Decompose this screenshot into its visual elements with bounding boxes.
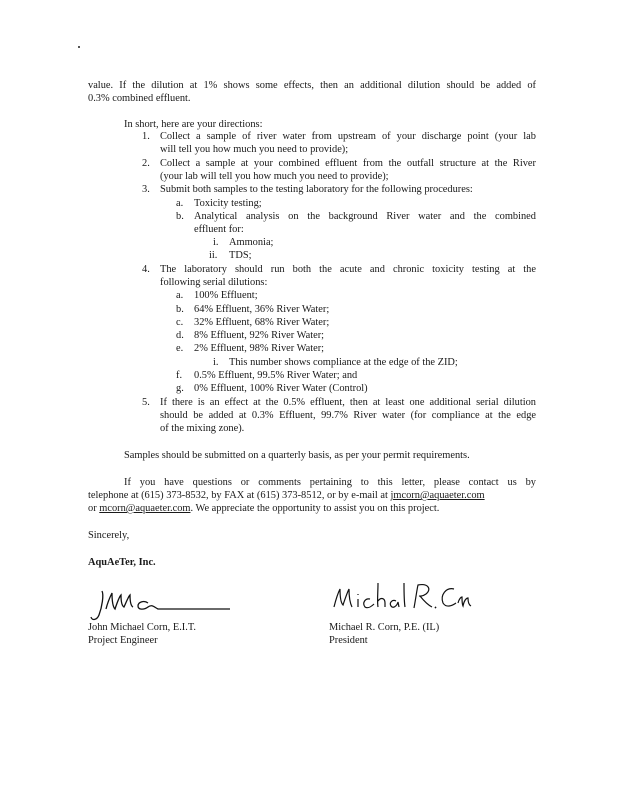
item-4a-text: 100% Effluent;	[194, 290, 258, 301]
item-3a-text: Toxicity testing;	[194, 198, 262, 209]
email-link-1[interactable]: jmcorn@aquaeter.com	[390, 490, 485, 501]
item-1-line-2: will tell you how much you need to provide);	[160, 144, 349, 155]
item-3b-line-2: effluent for:	[194, 224, 244, 235]
contact-line-2	[88, 490, 536, 502]
item-3b-i-text: Ammonia;	[229, 237, 274, 248]
intro-line-1: value. If the dilution at 1% shows some effects, then an additional dilution should be added of	[88, 80, 536, 91]
item-1-number: 1.	[142, 131, 150, 142]
contact-line-2-text: telephone at (615) 373-8532, by FAX at (615) 373-8512, or by e-mail at	[88, 490, 391, 501]
item-3b-i-number: i.	[213, 237, 219, 248]
closing: Sincerely,	[88, 530, 130, 541]
item-4c-text: 32% Effluent, 68% River Water;	[194, 317, 330, 328]
item-4e-i-number: i.	[213, 357, 219, 368]
item-3a-letter: a.	[176, 198, 184, 209]
item-4c-letter: c.	[176, 317, 184, 328]
contact-line-3-prefix: or	[88, 503, 100, 514]
item-3-number: 3.	[142, 184, 150, 195]
signer-1-title: Project Engineer	[88, 635, 158, 646]
item-2-number: 2.	[142, 158, 150, 169]
item-4e-i-text: This number shows compliance at the edge of the ZID;	[229, 357, 458, 368]
item-5-line-2: should be added at 0.3% Effluent, 99.7% River water (for compliance at the edge	[160, 410, 536, 421]
company-name: AquAeTer, Inc.	[88, 557, 156, 568]
contact-line-3-suffix: . We appreciate the opportunity to assist you on this project.	[190, 503, 440, 514]
item-4a-letter: a.	[176, 290, 184, 301]
scan-speck	[78, 46, 80, 48]
item-4d-text: 8% Effluent, 92% River Water;	[194, 330, 325, 341]
contact-line-1: If you have questions or comments pertaining to this letter, please contact us by	[124, 477, 536, 488]
item-4-number: 4.	[142, 264, 150, 275]
item-1-line-1: Collect a sample of river water from upstream of your discharge point (your lab	[160, 131, 536, 142]
samples-note: Samples should be submitted on a quarterly basis, as per your permit requirements.	[124, 450, 470, 461]
item-4g-letter: g.	[176, 383, 184, 394]
signer-2-name: Michael R. Corn, P.E. (IL)	[329, 622, 440, 633]
item-3b-line-1: Analytical analysis on the background River water and the combined	[194, 211, 536, 222]
item-4-line-2: following serial dilutions:	[160, 277, 268, 288]
item-4b-text: 64% Effluent, 36% River Water;	[194, 304, 330, 315]
item-5-number: 5.	[142, 397, 150, 408]
item-3b-letter: b.	[176, 211, 184, 222]
item-5-line-1: If there is an effect at the 0.5% effluent, then at least one additional serial dilution	[160, 397, 536, 408]
intro-line-2: 0.3% combined effluent.	[88, 93, 191, 104]
item-4f-text: 0.5% Effluent, 99.5% River Water; and	[194, 370, 358, 381]
signer-1-name: John Michael Corn, E.I.T.	[88, 622, 197, 633]
email-link-2[interactable]: mcorn@aquaeter.com	[99, 503, 191, 514]
contact-line-3	[88, 503, 439, 515]
item-2-line-2: (your lab will tell you how much you need to provide);	[160, 171, 389, 182]
item-3-line-1: Submit both samples to the testing laboratory for the following procedures:	[160, 184, 473, 195]
item-3b-ii-number: ii.	[209, 250, 218, 261]
item-4d-letter: d.	[176, 330, 184, 341]
item-4-line-1: The laboratory should run both the acute and chronic toxicity testing at the	[160, 264, 536, 275]
item-5-line-3: of the mixing zone).	[160, 423, 245, 434]
signer-2-title: President	[329, 635, 368, 646]
item-4g-text: 0% Effluent, 100% River Water (Control)	[194, 383, 368, 394]
directions-heading: In short, here are your directions:	[124, 119, 263, 130]
item-3b-ii-text: TDS;	[229, 250, 252, 261]
signature-jmc	[88, 573, 238, 625]
item-4b-letter: b.	[176, 304, 184, 315]
item-2-line-1: Collect a sample at your combined effluent from the outfall structure at the River	[160, 158, 536, 169]
signature-mrc	[328, 575, 478, 620]
item-4f-letter: f.	[176, 370, 183, 381]
item-4e-text: 2% Effluent, 98% River Water;	[194, 343, 325, 354]
item-4e-letter: e.	[176, 343, 184, 354]
